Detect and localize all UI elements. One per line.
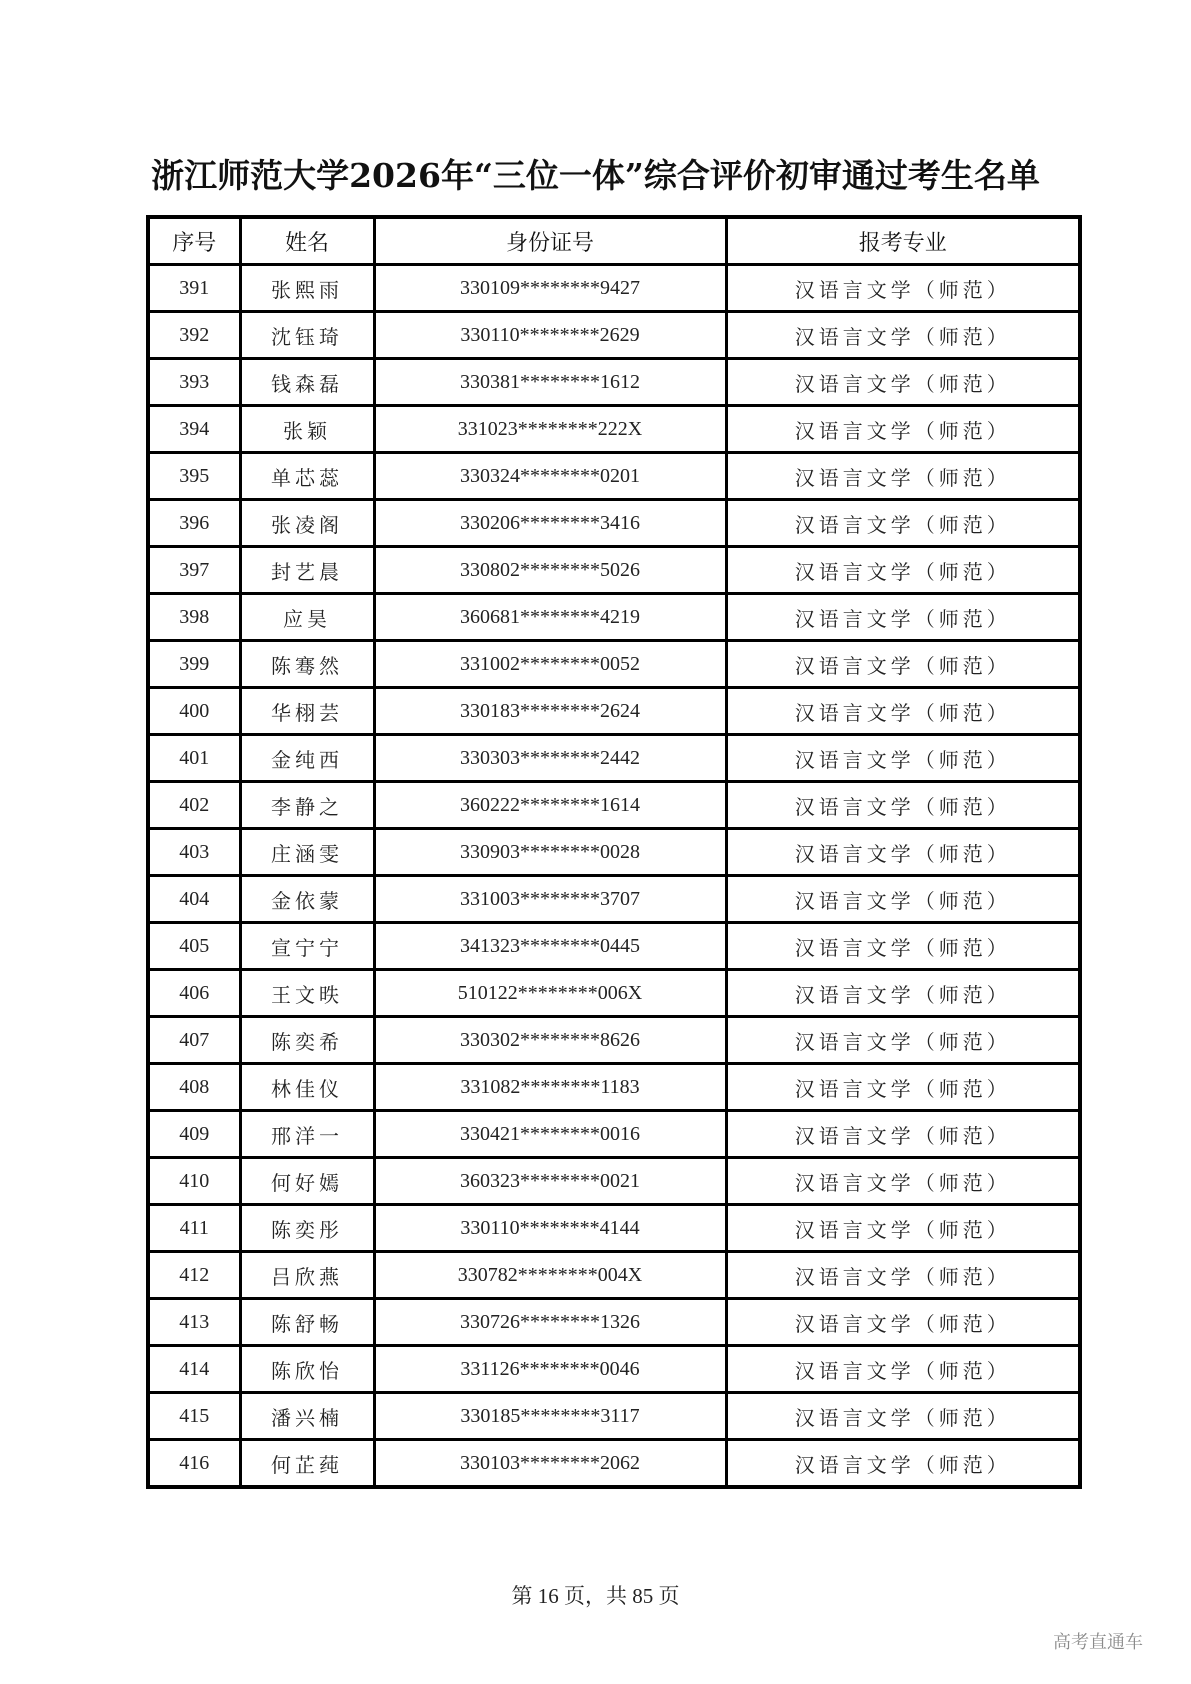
cell-major: 汉语言文学（师范） [726,782,1080,829]
cell-major: 汉语言文学（师范） [726,265,1080,312]
cell-name: 何好嫣 [240,1158,374,1205]
cell-seq: 397 [148,547,240,594]
cell-id-number: 330183********2624 [374,688,726,735]
cell-id-number: 360222********1614 [374,782,726,829]
cell-seq: 411 [148,1205,240,1252]
cell-name: 李静之 [240,782,374,829]
table-row [148,688,1080,735]
cell-seq: 406 [148,970,240,1017]
cell-name: 何芷莼 [240,1440,374,1488]
cell-seq: 404 [148,876,240,923]
cell-id-number: 330421********0016 [374,1111,726,1158]
cell-id-number: 330303********2442 [374,735,726,782]
cell-name: 陈奕希 [240,1017,374,1064]
cell-id-number: 341323********0445 [374,923,726,970]
cell-major: 汉语言文学（师范） [726,1299,1080,1346]
table-row [148,1346,1080,1393]
cell-name: 华栩芸 [240,688,374,735]
cell-id-number: 330185********3117 [374,1393,726,1440]
cell-name: 金纯西 [240,735,374,782]
cell-name: 张颖 [240,406,374,453]
cell-seq: 395 [148,453,240,500]
table-row [148,594,1080,641]
cell-name: 金依蒙 [240,876,374,923]
cell-name: 张凌阁 [240,500,374,547]
cell-seq: 409 [148,1111,240,1158]
cell-major: 汉语言文学（师范） [726,1252,1080,1299]
cell-id-number: 330103********2062 [374,1440,726,1488]
cell-id-number: 331002********0052 [374,641,726,688]
header-id: 身份证号 [374,217,726,265]
table-row [148,453,1080,500]
cell-name: 王文昳 [240,970,374,1017]
cell-id-number: 330302********8626 [374,1017,726,1064]
cell-name: 陈欣怡 [240,1346,374,1393]
cell-name: 宣宁宁 [240,923,374,970]
cell-name: 应昊 [240,594,374,641]
table-row [148,1299,1080,1346]
cell-seq: 392 [148,312,240,359]
cell-name: 吕欣燕 [240,1252,374,1299]
table-row [148,1064,1080,1111]
cell-name: 林佳仪 [240,1064,374,1111]
cell-major: 汉语言文学（师范） [726,1064,1080,1111]
cell-seq: 405 [148,923,240,970]
cell-id-number: 330110********4144 [374,1205,726,1252]
table-row [148,265,1080,312]
cell-major: 汉语言文学（师范） [726,688,1080,735]
table-row [148,1252,1080,1299]
cell-name: 单芯蕊 [240,453,374,500]
cell-seq: 416 [148,1440,240,1488]
cell-name: 邢洋一 [240,1111,374,1158]
table-row [148,782,1080,829]
cell-seq: 393 [148,359,240,406]
table-row [148,547,1080,594]
cell-major: 汉语言文学（师范） [726,876,1080,923]
cell-seq: 402 [148,782,240,829]
cell-seq: 413 [148,1299,240,1346]
cell-name: 封艺晨 [240,547,374,594]
cell-id-number: 360681********4219 [374,594,726,641]
page-number: 第 16 页，共 85 页 [511,1584,680,1608]
table-row [148,1393,1080,1440]
cell-major: 汉语言文学（师范） [726,500,1080,547]
table-row [148,876,1080,923]
cell-name: 钱森磊 [240,359,374,406]
cell-seq: 412 [148,1252,240,1299]
cell-id-number: 330110********2629 [374,312,726,359]
watermark: 高考直通车 [1053,1632,1143,1653]
cell-id-number: 330109********9427 [374,265,726,312]
cell-id-number: 510122********006X [374,970,726,1017]
cell-seq: 400 [148,688,240,735]
cell-id-number: 330206********3416 [374,500,726,547]
cell-id-number: 360323********0021 [374,1158,726,1205]
cell-seq: 410 [148,1158,240,1205]
cell-name: 张熙雨 [240,265,374,312]
cell-major: 汉语言文学（师范） [726,1440,1080,1488]
table-row [148,359,1080,406]
cell-major: 汉语言文学（师范） [726,312,1080,359]
cell-seq: 398 [148,594,240,641]
cell-id-number: 330381********1612 [374,359,726,406]
cell-seq: 401 [148,735,240,782]
cell-id-number: 330726********1326 [374,1299,726,1346]
table-row [148,1205,1080,1252]
cell-major: 汉语言文学（师范） [726,547,1080,594]
cell-major: 汉语言文学（师范） [726,1205,1080,1252]
header-name: 姓名 [240,217,374,265]
cell-major: 汉语言文学（师范） [726,1017,1080,1064]
cell-seq: 399 [148,641,240,688]
table-row [148,735,1080,782]
cell-name: 沈钰琦 [240,312,374,359]
cell-id-number: 330782********004X [374,1252,726,1299]
table-row [148,923,1080,970]
cell-major: 汉语言文学（师范） [726,406,1080,453]
cell-id-number: 330324********0201 [374,453,726,500]
cell-seq: 396 [148,500,240,547]
table-row [148,970,1080,1017]
cell-id-number: 331082********1183 [374,1064,726,1111]
cell-major: 汉语言文学（师范） [726,1346,1080,1393]
table-row [148,1158,1080,1205]
cell-seq: 415 [148,1393,240,1440]
document-title: 浙江师范大学2026年“三位一体”综合评价初审通过考生名单 [151,156,1040,195]
cell-id-number: 330802********5026 [374,547,726,594]
table-header-row [148,217,1080,265]
cell-name: 庄涵雯 [240,829,374,876]
table-row [148,1440,1080,1488]
cell-name: 陈奕彤 [240,1205,374,1252]
cell-name: 潘兴楠 [240,1393,374,1440]
cell-name: 陈舒畅 [240,1299,374,1346]
cell-seq: 407 [148,1017,240,1064]
cell-seq: 408 [148,1064,240,1111]
cell-major: 汉语言文学（师范） [726,594,1080,641]
table-row [148,829,1080,876]
cell-major: 汉语言文学（师范） [726,923,1080,970]
header-major: 报考专业 [726,217,1080,265]
cell-major: 汉语言文学（师范） [726,829,1080,876]
cell-id-number: 331023********222X [374,406,726,453]
cell-major: 汉语言文学（师范） [726,1111,1080,1158]
table-row [148,500,1080,547]
cell-major: 汉语言文学（师范） [726,970,1080,1017]
cell-seq: 414 [148,1346,240,1393]
table-row [148,1017,1080,1064]
cell-major: 汉语言文学（师范） [726,735,1080,782]
cell-id-number: 331126********0046 [374,1346,726,1393]
cell-seq: 394 [148,406,240,453]
cell-major: 汉语言文学（师范） [726,1158,1080,1205]
cell-major: 汉语言文学（师范） [726,1393,1080,1440]
table-row [148,312,1080,359]
cell-name: 陈骞然 [240,641,374,688]
candidate-table [146,215,1082,1489]
cell-id-number: 330903********0028 [374,829,726,876]
table-row [148,641,1080,688]
table-row [148,406,1080,453]
cell-major: 汉语言文学（师范） [726,359,1080,406]
cell-id-number: 331003********3707 [374,876,726,923]
cell-major: 汉语言文学（师范） [726,453,1080,500]
header-seq: 序号 [148,217,240,265]
cell-major: 汉语言文学（师范） [726,641,1080,688]
table-row [148,1111,1080,1158]
table-body [148,265,1080,1488]
cell-seq: 403 [148,829,240,876]
cell-seq: 391 [148,265,240,312]
